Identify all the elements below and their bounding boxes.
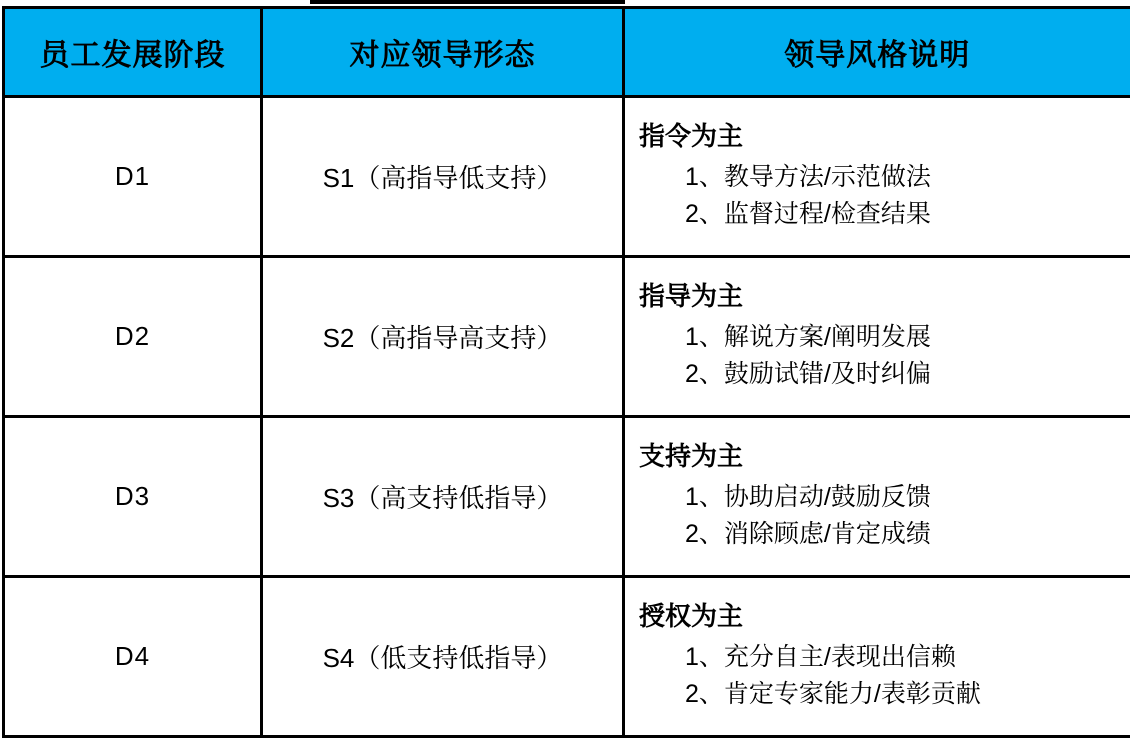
table-row [4, 257, 1130, 417]
description-item: 2、鼓励试错/及时纠偏 [685, 360, 931, 389]
cell-description [624, 257, 1130, 417]
table-row [4, 97, 1130, 257]
cell-stage: D4 [4, 577, 262, 737]
table-body [4, 97, 1130, 737]
description-item: 2、肯定专家能力/表彰贡献 [685, 680, 981, 709]
description-title: 授权为主 [639, 601, 744, 632]
description-title: 支持为主 [639, 441, 744, 472]
description-item: 1、协助启动/鼓励反馈 [685, 482, 931, 511]
leadership-style-table [2, 6, 1130, 738]
table-header [4, 8, 1130, 97]
column-header-stage: 员工发展阶段 [4, 8, 262, 97]
column-header-description: 领导风格说明 [624, 8, 1130, 97]
description-title: 指令为主 [639, 121, 744, 152]
description-title: 指导为主 [639, 281, 744, 312]
cell-style: S4（低支持低指导） [262, 577, 624, 737]
cell-style: S1（高指导低支持） [262, 97, 624, 257]
header-row [4, 8, 1130, 97]
cell-stage: D2 [4, 257, 262, 417]
cell-stage: D3 [4, 417, 262, 577]
description-item: 2、消除顾虑/肯定成绩 [685, 520, 931, 549]
description-item: 2、监督过程/检查结果 [685, 200, 931, 229]
cell-style: S2（高指导高支持） [262, 257, 624, 417]
top-rule-decoration [310, 0, 625, 4]
description-item: 1、解说方案/阐明发展 [685, 322, 931, 351]
cell-description [624, 417, 1130, 577]
description-item: 1、充分自主/表现出信赖 [685, 642, 956, 671]
table-row [4, 417, 1130, 577]
cell-stage: D1 [4, 97, 262, 257]
description-item: 1、教导方法/示范做法 [685, 162, 931, 191]
cell-style: S3（高支持低指导） [262, 417, 624, 577]
cell-description [624, 97, 1130, 257]
column-header-style: 对应领导形态 [262, 8, 624, 97]
table-row [4, 577, 1130, 737]
cell-description [624, 577, 1130, 737]
